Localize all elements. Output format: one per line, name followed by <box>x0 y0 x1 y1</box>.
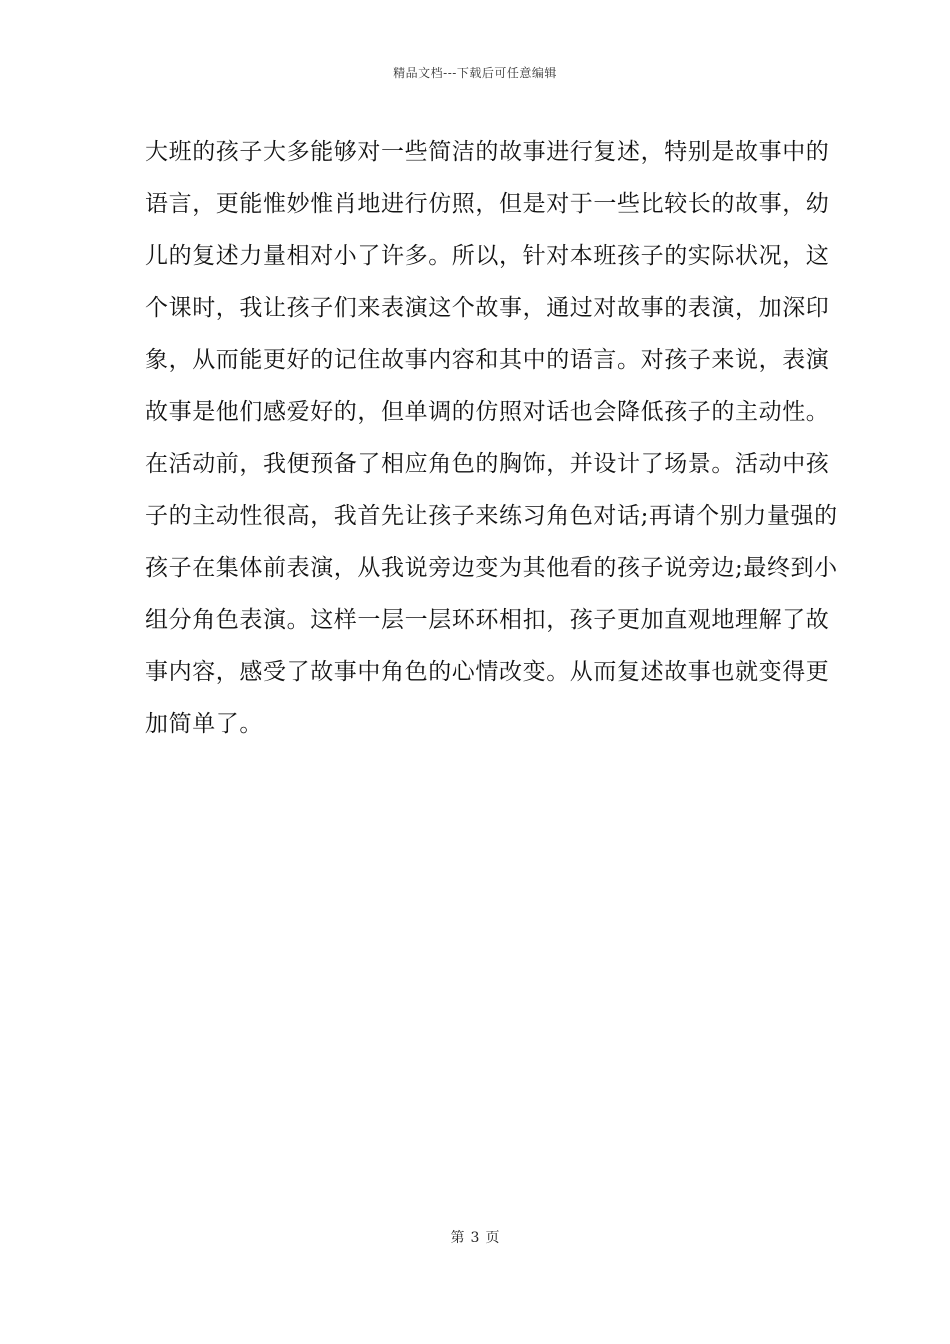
text-line: 大班的孩子大多能够对一些简洁的故事进行复述，特别是故事中的 <box>145 139 830 165</box>
page-label-suffix: 页 <box>485 1230 500 1246</box>
body-paragraph <box>145 130 838 754</box>
text-line: 孩子在集体前表演，从我说旁边变为其他看的孩子说旁边;最终到小 <box>145 555 838 581</box>
text-line: 事内容，感受了故事中角色的心情改变。从而复述故事也就变得更 <box>145 659 830 685</box>
text-line: 加简单了。 <box>145 711 263 737</box>
text-line: 组分角色表演。这样一层一层环环相扣，孩子更加直观地理解了故 <box>145 607 830 633</box>
text-line: 在活动前，我便预备了相应角色的胸饰，并设计了场景。活动中孩 <box>145 451 830 477</box>
page-footer <box>0 1227 950 1247</box>
text-line: 故事是他们感爱好的，但单调的仿照对话也会降低孩子的主动性。 <box>145 399 830 425</box>
text-line: 个课时，我让孩子们来表演这个故事，通过对故事的表演，加深印 <box>145 295 830 321</box>
text-line: 儿的复述力量相对小了许多。所以，针对本班孩子的实际状况，这 <box>145 243 830 269</box>
text-line: 语言，更能惟妙惟肖地进行仿照，但是对于一些比较长的故事，幼 <box>145 191 830 217</box>
text-line: 子的主动性很高，我首先让孩子来练习角色对话;再请个别力量强的 <box>145 503 838 529</box>
page-number: 3 <box>470 1230 480 1246</box>
text-line: 象，从而能更好的记住故事内容和其中的语言。对孩子来说，表演 <box>145 347 830 373</box>
page-header: 精品文档---下载后可任意编辑 <box>393 66 557 80</box>
page-label-prefix: 第 <box>450 1230 465 1246</box>
